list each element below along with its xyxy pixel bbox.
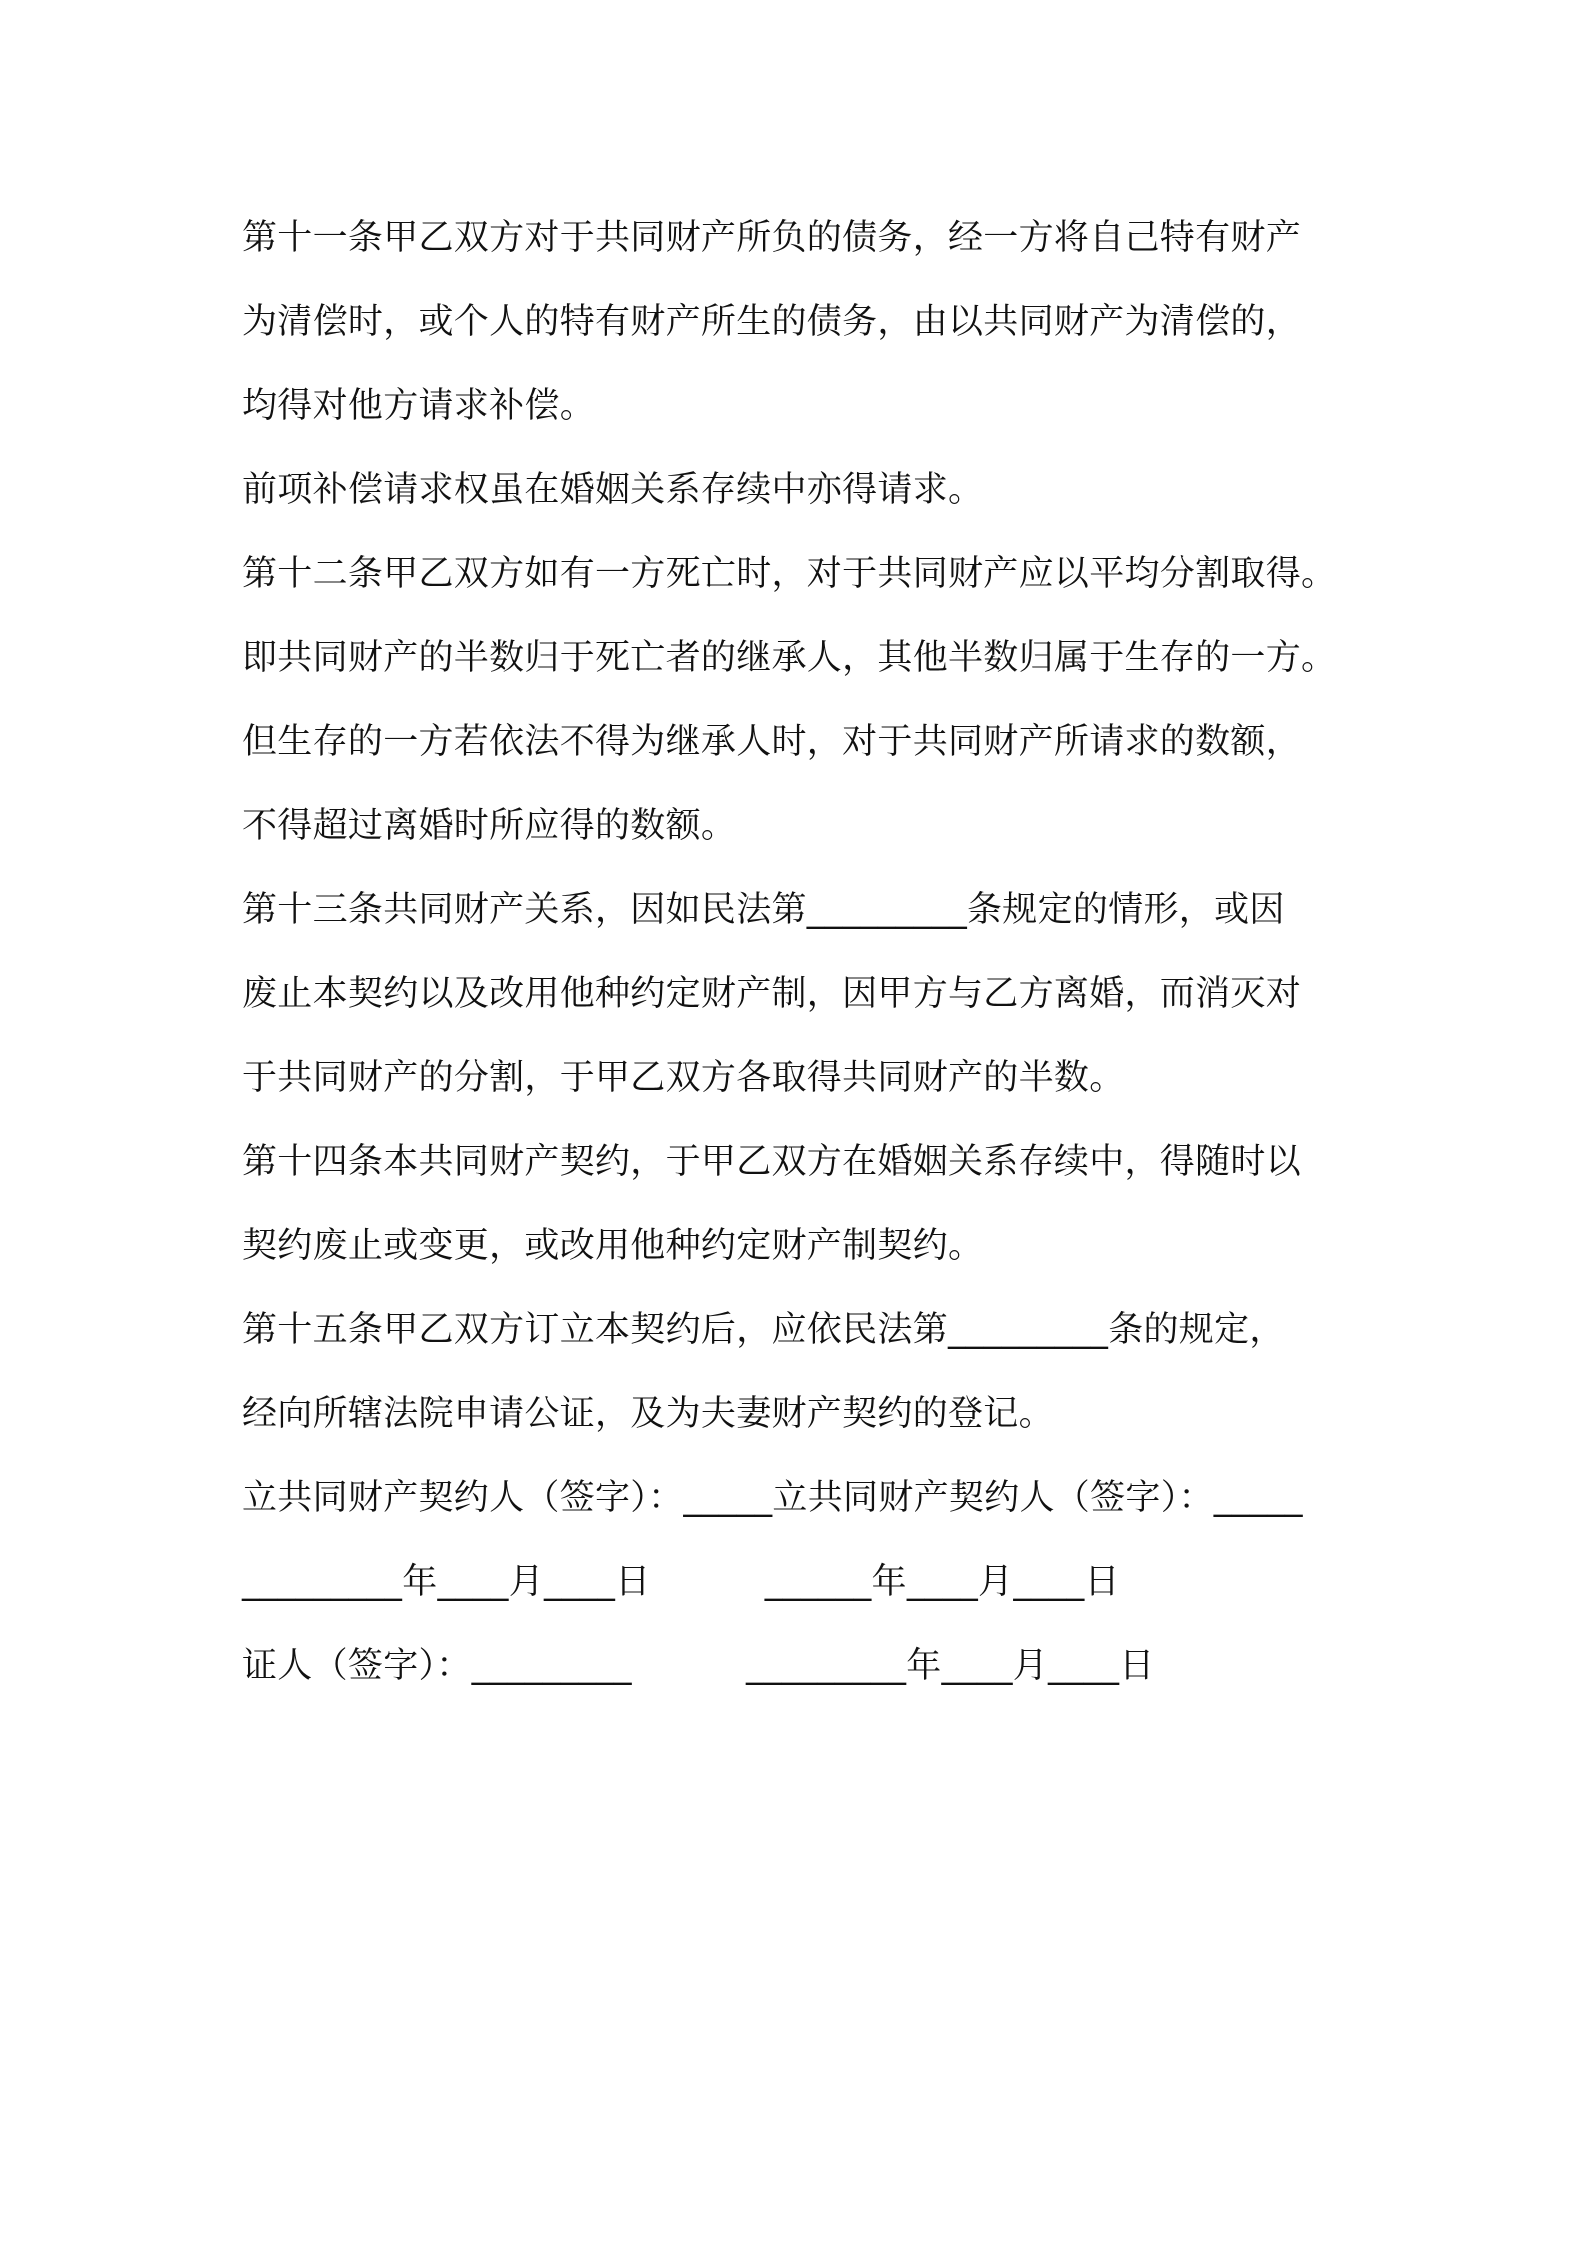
- article-11-line-2: 为清偿时，或个人的特有财产所生的债务，由以共同财产为清偿的，: [242, 302, 1302, 342]
- article-13-line-1: 第十三条共同财产关系，因如民法第_________条规定的情形，或因: [242, 890, 1285, 930]
- article-12-line-1: 第十二条甲乙双方如有一方死亡时，对于共同财产应以平均分割取得。: [242, 554, 1337, 594]
- article-15-line-1: 第十五条甲乙双方订立本契约后，应依民法第_________条的规定，: [242, 1310, 1285, 1350]
- document-body: [242, 196, 1392, 1708]
- article-11-paragraph-2: 前项补偿请求权虽在婚姻关系存续中亦得请求。: [242, 470, 984, 510]
- article-13-line-3: 于共同财产的分割，于甲乙双方各取得共同财产的半数。: [242, 1058, 1125, 1098]
- signature-date-line: _________年____月____日 ______年____月____日: [242, 1562, 1120, 1602]
- article-12-line-4: 不得超过离婚时所应得的数额。: [242, 806, 737, 846]
- article-11-line-1: 第十一条甲乙双方对于共同财产所负的债务，经一方将自己特有财产: [242, 218, 1302, 258]
- witness-line: 证人（签字）：_________ _________年____月____日: [242, 1646, 1155, 1686]
- article-13-line-2: 废止本契约以及改用他种约定财产制，因甲方与乙方离婚，而消灭对: [242, 974, 1302, 1014]
- article-12-line-2: 即共同财产的半数归于死亡者的继承人，其他半数归属于生存的一方。: [242, 638, 1337, 678]
- article-14-line-2: 契约废止或变更，或改用他种约定财产制契约。: [242, 1226, 984, 1266]
- article-11-line-3: 均得对他方请求补偿。: [242, 386, 596, 426]
- article-14-line-1: 第十四条本共同财产契约，于甲乙双方在婚姻关系存续中，得随时以: [242, 1142, 1302, 1182]
- article-12-line-3: 但生存的一方若依法不得为继承人时，对于共同财产所请求的数额，: [242, 722, 1302, 762]
- article-15-line-2: 经向所辖法院申请公证，及为夫妻财产契约的登记。: [242, 1394, 1054, 1434]
- signer-line: 立共同财产契约人（签字）：_____立共同财产契约人（签字）：_____: [242, 1478, 1303, 1518]
